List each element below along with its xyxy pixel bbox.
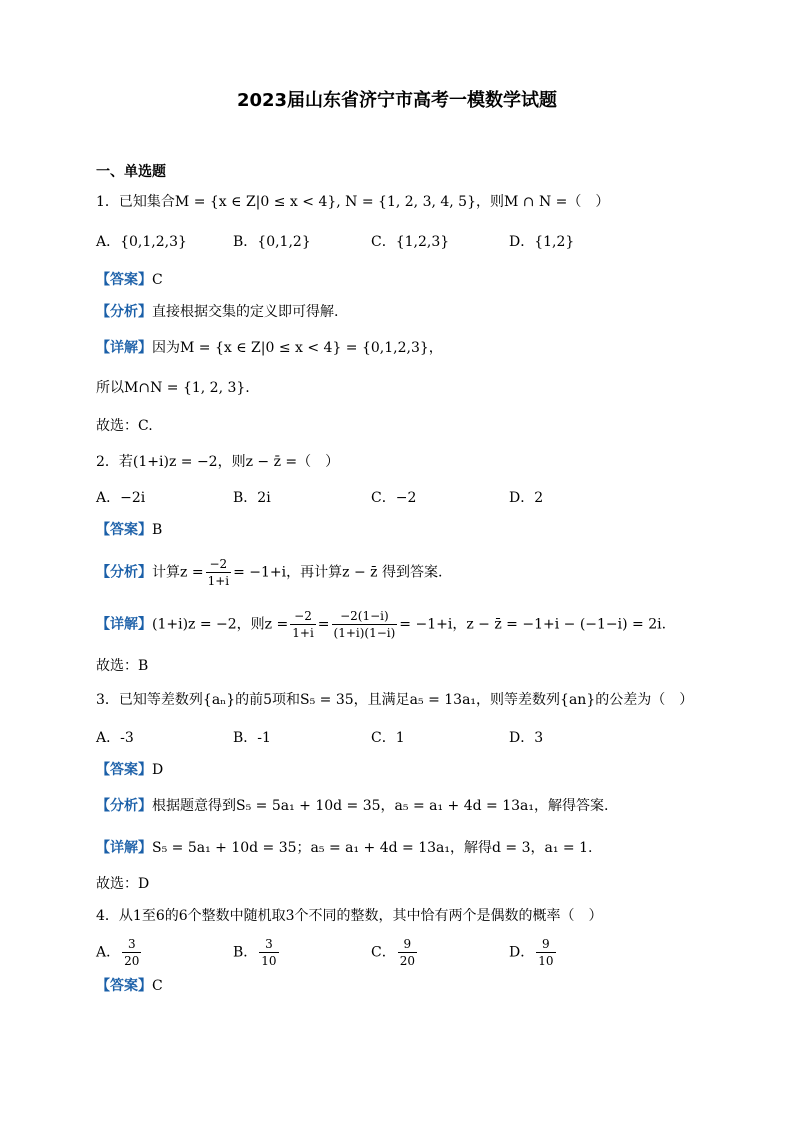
q3-detail-row bbox=[96, 838, 592, 858]
q3-answer-row bbox=[96, 760, 163, 780]
q3-stem: 3．已知等差数列{aₙ}的前5项和S₅ = 35，且满足a₅ = 13a₁，则等差数列{an}的公差为（ ） bbox=[96, 692, 694, 708]
q2-detail-pre: (1+i)z = −2，则z = bbox=[152, 616, 289, 633]
q2-analysis-fraction bbox=[206, 556, 232, 589]
q4-option-a bbox=[96, 936, 143, 969]
q1-option-d: D．{1,2} bbox=[509, 234, 575, 250]
q2-analysis-pre: 计算z = bbox=[152, 564, 204, 581]
option-label: A． bbox=[96, 944, 121, 961]
q1-detail-row bbox=[96, 338, 443, 358]
option-label: D． bbox=[509, 944, 535, 961]
q3-choice: 故选：D bbox=[96, 876, 150, 892]
option-fraction bbox=[259, 936, 278, 969]
q4-answer-row bbox=[96, 976, 163, 996]
q2-detail-eq: = bbox=[317, 616, 330, 633]
fraction-denominator: (1+i)(1−i) bbox=[333, 626, 396, 640]
q4-answer: C bbox=[152, 978, 163, 994]
fraction-denominator: 10 bbox=[538, 954, 554, 968]
page-title: 2023届山东省济宁市高考一模数学试题 bbox=[236, 90, 558, 111]
q2-analysis-post: = −1+i，再计算z − z̄ 得到答案. bbox=[233, 564, 443, 581]
fraction-numerator: −2 bbox=[290, 608, 316, 625]
section-heading: 一、单选题 bbox=[96, 164, 166, 180]
q2-option-a: A．−2i bbox=[96, 490, 146, 506]
fraction-denominator: 20 bbox=[124, 954, 140, 968]
option-label: C． bbox=[371, 944, 396, 961]
q1-detail: 因为M = {x ∈ Z|0 ≤ x < 4} = {0,1,2,3}， bbox=[152, 340, 443, 356]
q2-option-c: C．−2 bbox=[371, 490, 417, 506]
option-label: B． bbox=[233, 944, 258, 961]
answer-label: 【答案】 bbox=[96, 272, 152, 288]
q3-analysis: 根据题意得到S₅ = 5a₁ + 10d = 35，a₅ = a₁ + 4d = 13a₁，解得答案. bbox=[152, 798, 609, 814]
fraction-numerator: −2(1−i) bbox=[332, 608, 398, 625]
fraction-denominator: 1+i bbox=[207, 574, 230, 588]
q1-answer: C bbox=[152, 272, 163, 288]
q4-option-b bbox=[233, 936, 281, 969]
detail-label: 【详解】 bbox=[96, 340, 152, 356]
answer-label: 【答案】 bbox=[96, 762, 152, 778]
q3-option-d: D．3 bbox=[509, 730, 544, 746]
q1-analysis-row bbox=[96, 302, 338, 322]
q4-option-c bbox=[371, 936, 419, 969]
q2-option-d: D．2 bbox=[509, 490, 544, 506]
answer-label: 【答案】 bbox=[96, 978, 152, 994]
q2-answer: B bbox=[152, 522, 163, 538]
q1-option-a: A．{0,1,2,3} bbox=[96, 234, 187, 250]
q1-detail-2: 所以M∩N = {1, 2, 3}. bbox=[96, 380, 250, 396]
q1-stem: 1．已知集合M = {x ∈ Z|0 ≤ x < 4}, N = {1, 2, 3, 4, 5}，则M ∩ N =（ ） bbox=[96, 194, 610, 210]
q2-choice: 故选：B bbox=[96, 658, 149, 674]
q2-option-b: B．2i bbox=[233, 490, 271, 506]
detail-label: 【详解】 bbox=[96, 616, 152, 633]
q2-answer-row bbox=[96, 520, 162, 540]
analysis-label: 【分析】 bbox=[96, 304, 152, 320]
detail-label: 【详解】 bbox=[96, 840, 152, 856]
fraction-numerator: 9 bbox=[536, 936, 555, 953]
fraction-numerator: 3 bbox=[122, 936, 141, 953]
q3-option-b: B．-1 bbox=[233, 730, 271, 746]
q2-detail-row bbox=[96, 608, 666, 641]
q2-detail-fraction-2 bbox=[332, 608, 398, 641]
analysis-label: 【分析】 bbox=[96, 564, 152, 581]
q4-stem: 4．从1至6的6个整数中随机取3个不同的整数，其中恰有两个是偶数的概率（ ） bbox=[96, 908, 603, 924]
answer-label: 【答案】 bbox=[96, 522, 152, 538]
fraction-numerator: −2 bbox=[206, 556, 232, 573]
option-fraction bbox=[536, 936, 555, 969]
fraction-numerator: 9 bbox=[398, 936, 417, 953]
fraction-denominator: 10 bbox=[261, 954, 277, 968]
q1-answer-row bbox=[96, 270, 163, 290]
q4-option-d bbox=[509, 936, 558, 969]
q3-detail: S₅ = 5a₁ + 10d = 35；a₅ = a₁ + 4d = 13a₁，解得d = 3，a₁ = 1. bbox=[152, 840, 593, 856]
q2-detail-fraction-1 bbox=[290, 608, 316, 641]
q1-option-c: C．{1,2,3} bbox=[371, 234, 450, 250]
q3-option-c: C．1 bbox=[371, 730, 405, 746]
option-fraction bbox=[398, 936, 417, 969]
fraction-denominator: 20 bbox=[399, 954, 415, 968]
fraction-denominator: 1+i bbox=[292, 626, 314, 640]
analysis-label: 【分析】 bbox=[96, 798, 152, 814]
fraction-numerator: 3 bbox=[259, 936, 278, 953]
q3-answer: D bbox=[152, 762, 164, 778]
q2-analysis-row bbox=[96, 556, 442, 589]
option-fraction bbox=[122, 936, 141, 969]
q2-stem: 2．若(1+i)z = −2，则z − z̄ =（ ） bbox=[96, 454, 340, 470]
q3-option-a: A．-3 bbox=[96, 730, 134, 746]
q3-analysis-row bbox=[96, 796, 608, 816]
q1-choice: 故选：C. bbox=[96, 418, 153, 434]
q1-analysis: 直接根据交集的定义即可得解. bbox=[152, 304, 339, 320]
q2-detail-post: = −1+i，z − z̄ = −1+i − (−1−i) = 2i. bbox=[399, 616, 667, 633]
q1-option-b: B．{0,1,2} bbox=[233, 234, 311, 250]
